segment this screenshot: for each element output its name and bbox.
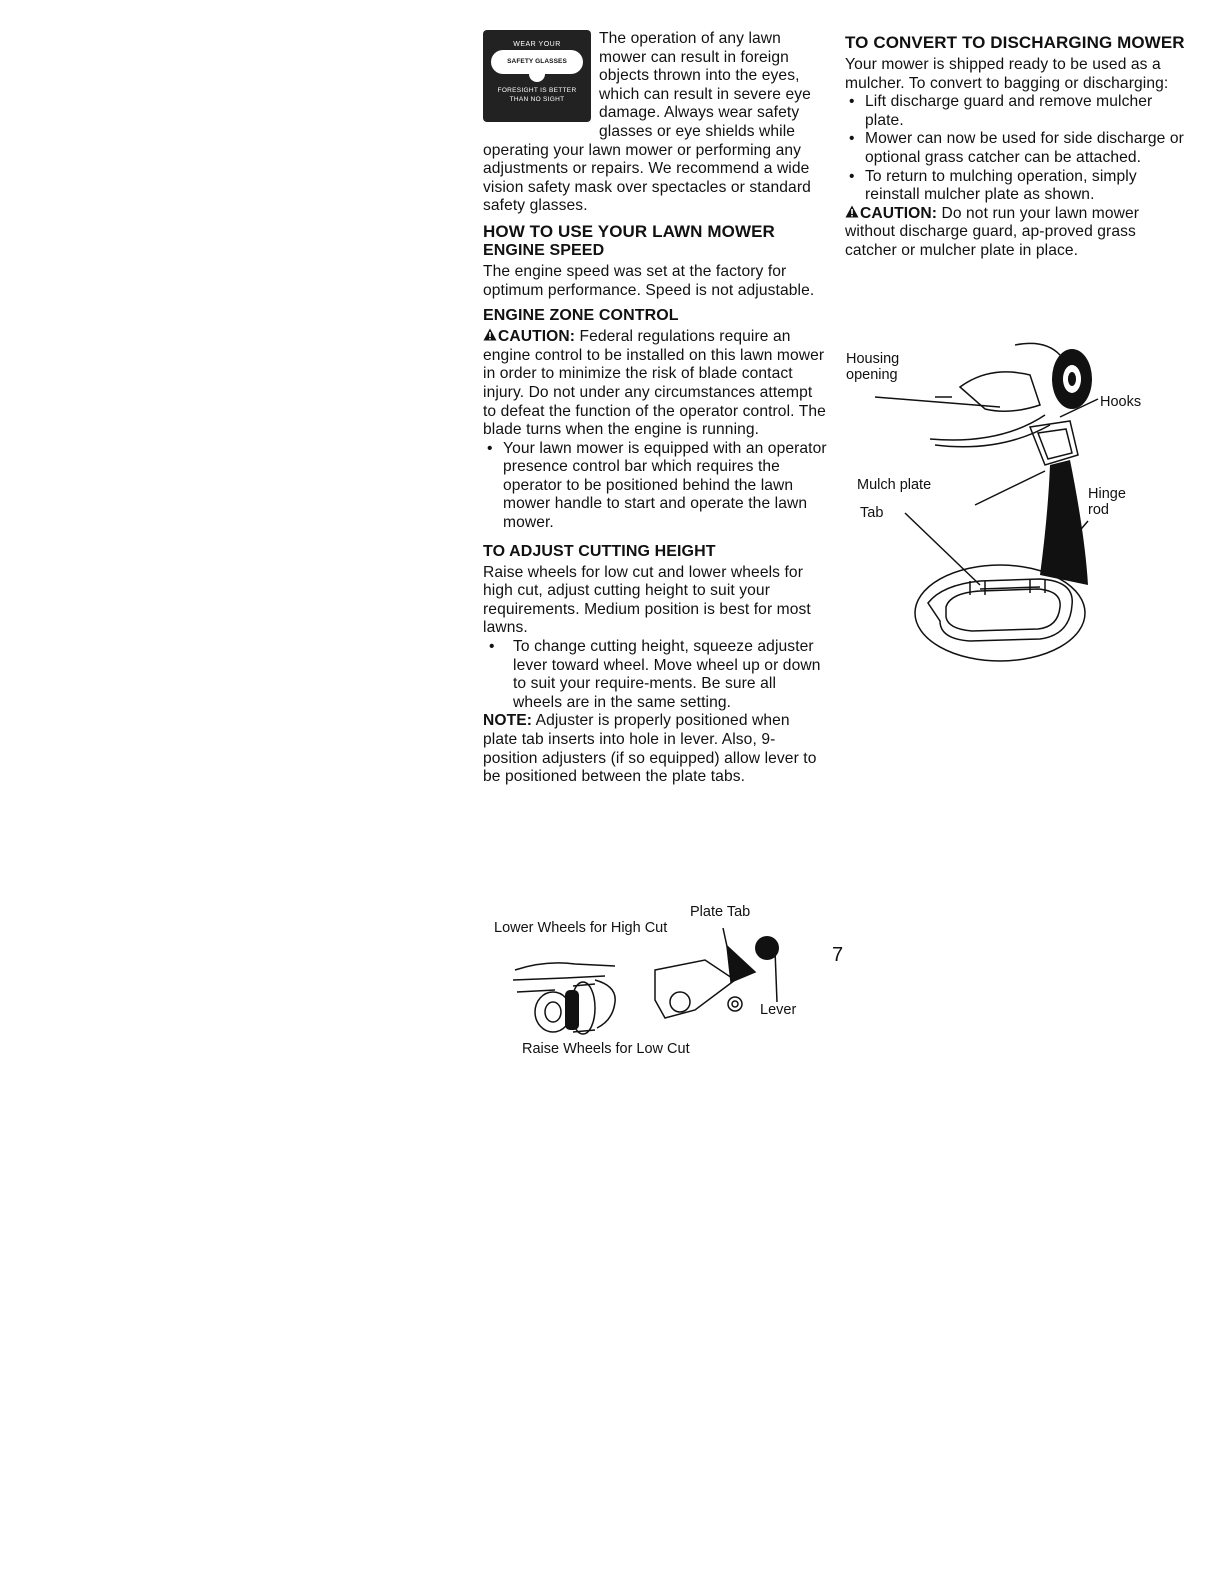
- warning-triangle-icon: [845, 205, 859, 224]
- lower-wheels-label: Lower Wheels for High Cut: [494, 920, 668, 936]
- safety-intro-text: The operation of any lawn mower can result in foreign objects thrown into the eyes, which can result in severe eye damage. Always wear safety glasses or eye shields while operating your lawn mower or performing any adjustments or repairs. We recommend a wide vision safety mask over spectacles or standard safety glasses.: [483, 30, 811, 215]
- note-text: Adjuster is properly positioned when plate tab inserts into hole in lever. Also, 9-position adjusters (if so equipped) allow lever to be positioned between the plate tabs.: [483, 712, 817, 786]
- badge-oval-text: SAFETY GLASSES: [491, 50, 583, 74]
- engine-zone-heading: ENGINE ZONE CONTROL: [483, 307, 679, 325]
- note-paragraph: [483, 712, 828, 786]
- lever-label: Lever: [760, 1002, 797, 1018]
- warning-triangle-icon: [483, 328, 497, 347]
- note-label: NOTE:: [483, 712, 533, 730]
- housing-opening-line1: Housing: [846, 351, 900, 367]
- hinge-rod-line2: rod: [1088, 502, 1109, 518]
- convert-bullet-list: [845, 93, 1185, 205]
- convert-heading: TO CONVERT TO DISCHARGING MOWER: [845, 33, 1185, 52]
- list-item: • To change cutting height, squeeze adjuster lever toward wheel. Move wheel up or down to suit your require-ments. Be sure all wheels are in the same setting.: [483, 638, 828, 712]
- hooks-label: Hooks: [1100, 394, 1142, 410]
- page-number: 7: [832, 944, 844, 966]
- badge-bottom-text: [483, 86, 591, 104]
- tab-label: Tab: [860, 505, 884, 521]
- engine-speed-heading: ENGINE SPEED: [483, 241, 605, 259]
- list-item: • Your lawn mower is equipped with an operator presence control bar which requires the operator to be positioned behind the lawn mower handle to start and operate the lawn mower.: [483, 440, 828, 533]
- convert-intro: Your mower is shipped ready to be used as a mulcher. To convert to bagging or discharging:: [845, 56, 1169, 92]
- mulch-plate-drawing: [840, 335, 1100, 665]
- zone-caution: [483, 328, 828, 440]
- hinge-rod-line1: Hinge: [1088, 486, 1126, 502]
- cutting-height-heading: TO ADJUST CUTTING HEIGHT: [483, 542, 716, 560]
- convert-caution-label: CAUTION:: [860, 204, 938, 222]
- housing-opening-line2: opening: [846, 367, 898, 383]
- cutting-height-bullet-list: [483, 638, 828, 712]
- list-item: • Mower can now be used for side discharge or optional grass catcher can be attached.: [845, 130, 1185, 167]
- list-item: • Lift discharge guard and remove mulcher plate.: [845, 93, 1185, 130]
- engine-speed-text: The engine speed was set at the factory for optimum performance. Speed is not adjustable.: [483, 262, 815, 299]
- badge-bottom-line1: FORESIGHT IS BETTER: [497, 87, 577, 94]
- mulch-plate-label: Mulch plate: [857, 477, 932, 493]
- convert-caution-text: Do not run your lawn mower without discharge guard, ap-proved grass catcher or mulcher plate in place.: [845, 204, 1140, 259]
- cutting-height-text: Raise wheels for low cut and lower wheels for high cut, adjust cutting height to suit your requirements. Medium position is best for most lawns.: [483, 563, 811, 637]
- wheel-adjuster-drawing: [505, 940, 795, 1040]
- convert-caution: [845, 205, 1185, 261]
- safety-intro: [483, 30, 828, 216]
- zone-bullet-list: [483, 440, 828, 533]
- plate-tab-label: Plate Tab: [690, 904, 751, 920]
- safety-glasses-badge: [483, 30, 591, 122]
- raise-wheels-label: Raise Wheels for Low Cut: [522, 1041, 690, 1057]
- list-item: • To return to mulching operation, simply reinstall mulcher plate as shown.: [845, 168, 1185, 205]
- right-column: [845, 33, 1185, 261]
- how-to-heading: HOW TO USE YOUR LAWN MOWER: [483, 221, 775, 241]
- badge-top-text: WEAR YOUR: [513, 41, 561, 48]
- left-column: [483, 30, 828, 787]
- badge-bottom-line2: THAN NO SIGHT: [509, 96, 565, 103]
- zone-caution-text: Federal regulations require an engine control to be installed on this lawn mower in order to minimize the risk of blade contact injury. Do not under any circumstances attempt to defeat the function of the operator control. The blade turns when the engine is running.: [483, 328, 826, 439]
- zone-caution-label: CAUTION:: [498, 328, 576, 346]
